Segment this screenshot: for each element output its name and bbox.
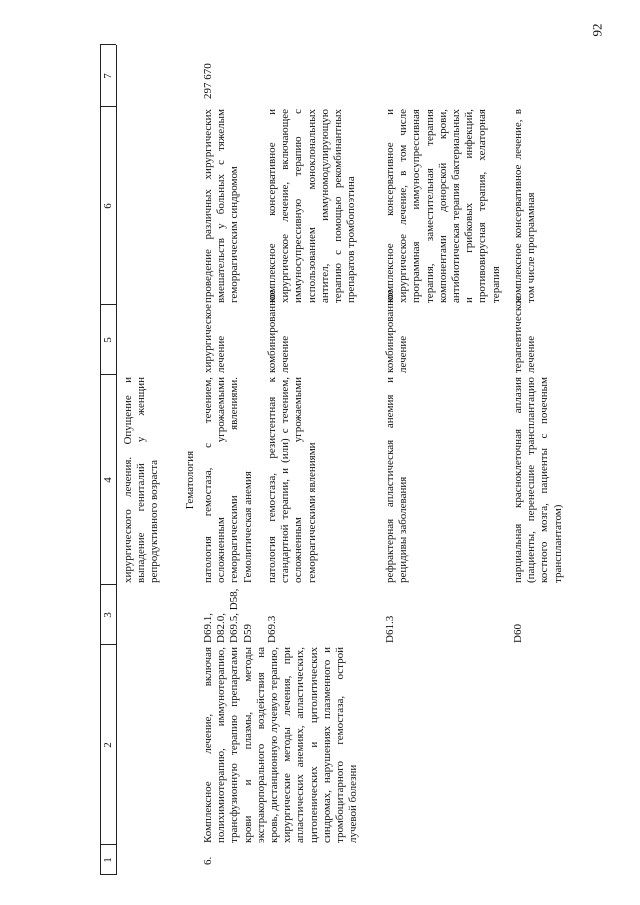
treatment-type: терапевтическое лечение [512,295,538,373]
icd-codes: D60 [512,624,524,643]
model-description: парциальная красноклеточная аплазия (пациенты, перенесшие трансплантацию костного мозга, пациенты с почечным трансплантатом) [512,377,564,583]
column-number: 3 [102,612,114,618]
icd-codes: D69.1, D82.0, D69.5, D58, D59 [202,588,254,643]
icd-codes: D61.3 [384,615,396,643]
table-top-border [100,45,101,875]
page-number: 92 [589,23,605,37]
treatment-method: комплексное консервативное и хирургическое лечение, включающее иммуносупрессивную терапию с использованием моноклональных антител, иммуномодулирующую терапию с помощью рекомбинантных препаратов тромбопоэтина [266,109,358,303]
row-name: Комплексное лечение, включая полихимиотерапию, иммунотерапию, трансфузионную терапию препаратами крови и плазмы, методы экстракорпорального воздействия на кровь, дистанционную лучевую терапию, хирургические методы лечения, при апластических анемиях, апластических, цитопенических и цитолитических синдромах, нарушениях плазменного и тромбоцитарного гемостаза, острой лучевой болезни [202,647,360,843]
column-number: 1 [102,857,114,863]
treatment-type: хирургическое лечение [202,303,228,373]
icd-codes: D69.3 [266,615,278,643]
column-number: 5 [102,337,114,343]
treatment-method: комплексное консервативное лечение, в том числе программная [512,109,538,303]
row-price: 297 670 [202,63,214,99]
column-number: 2 [102,742,114,748]
section-title: Гематология [184,450,196,510]
treatment-method: проведение различных хирургических вмешательств у больных с тяжелым геморрагическим синдромом [202,109,241,303]
column-number: 4 [102,477,114,483]
column-number-rule [116,45,117,875]
carryover-model-text: хирургического лечения. Опущение и выпадение гениталий у женщин репродуктивного возраста [122,377,161,583]
column-number: 6 [102,203,114,209]
row-number: 6. [202,856,214,865]
model-description: рефрактерная апластическая анемия и рецидивы заболевания [384,377,410,583]
treatment-method: комплексное консервативное и хирургическое лечение, в том числе программная иммуносупрессивная терапия, заместительная терапия компонентами донорской крови, антибиотическая терапия бактериальных и грибковых инфекций, противовирусная терапия, хелаторная терапия [384,109,502,303]
treatment-type: комбинированное лечение [384,289,410,373]
model-description: патология гемостаза, резистентная к стандартной терапии, и (или) с течением, осложненным угрожаемыми геморрагическими явлениями [266,377,318,583]
column-number: 7 [102,73,114,79]
treatment-type: комбинированное лечение [266,289,292,373]
model-description: патология гемостаза, с течением, осложненным угрожаемыми геморрагическими явлениями. Гемолитическая анемия [202,377,254,583]
medical-care-table [100,45,564,875]
